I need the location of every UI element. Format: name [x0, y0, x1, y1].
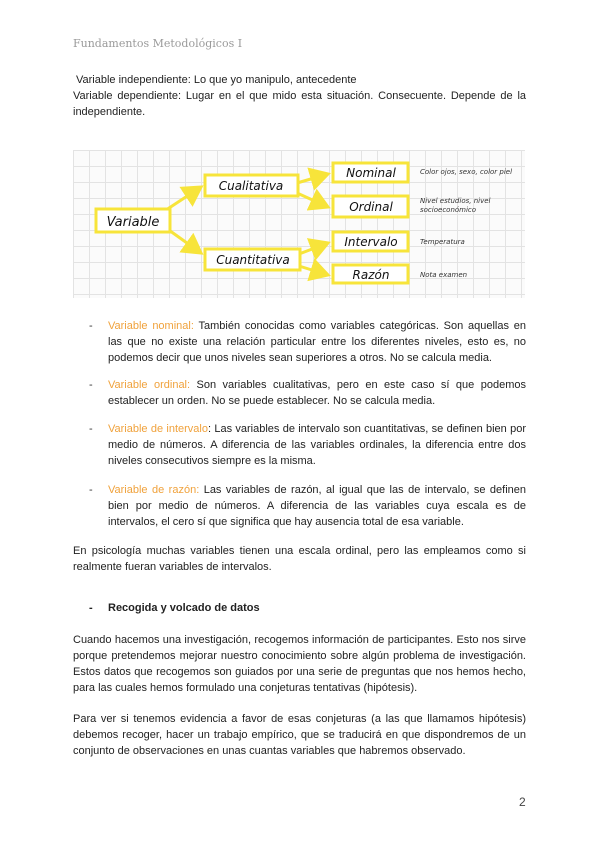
intro-dependiente — [73, 88, 526, 120]
list-item-ordinal — [89, 377, 526, 409]
intro-independiente: Variable independiente: Lo que yo manipulo, antecedente — [76, 74, 357, 86]
list-item-intervalo — [89, 421, 526, 469]
note-intervalo: Temperatura — [420, 238, 465, 246]
bullet-dash: - — [89, 379, 93, 391]
list-item-razon — [89, 482, 526, 530]
arrow-cuantitativa-razon — [299, 266, 328, 275]
arrow-cualitativa-nominal — [297, 174, 328, 183]
desc-nominal: También conocidas como variables categóricas. Son aquellas en las que no existe una relación particular entre los diferentes niveles, esto es, no podemos decir que unos niveles sean superiores a otros. No se calcula media. — [108, 320, 527, 364]
term-nominal: Variable nominal: — [108, 320, 194, 332]
label-cuantitativa: Cuantitativa — [216, 253, 290, 267]
label-cualitativa: Cualitativa — [218, 179, 284, 193]
heading-text: Recogida y volcado de datos — [108, 602, 260, 614]
term-ordinal: Variable ordinal: — [108, 379, 191, 391]
diagram-canvas — [73, 150, 525, 298]
desc-ordinal: Son variables cualitativas, pero en este caso sí que podemos establecer un orden. No se puede establecer. No se calcula media. — [108, 379, 526, 407]
label-ordinal: Ordinal — [349, 200, 393, 214]
note-razon: Nota examen — [420, 271, 468, 279]
arrow-root-cualitativa — [166, 187, 201, 210]
running-header: Fundamentos Metodológicos I — [73, 37, 243, 50]
arrow-cualitativa-ordinal — [297, 193, 328, 207]
label-intervalo: Intervalo — [344, 235, 398, 249]
variable-types-diagram — [73, 150, 525, 298]
bullet-dash: - — [89, 320, 93, 332]
heading-bullet: - — [89, 602, 93, 614]
note-ordinal-1: Nivel estudios, nivel — [420, 197, 491, 205]
list-item-text — [108, 482, 526, 530]
paragraph-investigacion: Cuando hacemos una investigación, recogemos información de participantes. Esto nos sirve porque pretendemos mejorar nuestro conocimiento sobre algún problema de investigación. Estos datos que recogemos son guiados por una serie de preguntas que nos hemos hecho, para las cuales hemos formulado una conjeturas tentativas (hipótesis). — [73, 634, 526, 694]
list-item-text — [108, 318, 526, 366]
list-item-nominal — [89, 318, 526, 366]
term-razon: Variable de razón: — [108, 484, 200, 496]
desc-intervalo: : Las variables de intervalo son cuantitativas, se definen bien por medio de números. A diferencia de las variables ordinales, la diferencia entre dos niveles consecutivos siempre es la misma. — [108, 423, 526, 467]
note-ordinal-2: socioeconómico — [420, 206, 477, 214]
page-number: 2 — [519, 795, 526, 809]
note-nominal: Color ojos, sexo, color piel — [420, 168, 513, 176]
desc-razon: Las variables de razón, al igual que las de intervalo, se definen bien por medio de números. A diferencia de las variables cuya escala es de intervalos, el cero sí que significa que hay ausencia total de esa variable. — [108, 484, 526, 528]
list-item-text — [108, 377, 526, 409]
paragraph-psicologia: En psicología muchas variables tienen una escala ordinal, pero las empleamos como si realmente fueran variables de intervalos. — [73, 545, 526, 573]
label-razon: Razón — [352, 268, 390, 282]
paragraph-hipotesis: Para ver si tenemos evidencia a favor de esas conjeturas (a las que llamamos hipótesis) debemos recoger, hacer un trabajo empírico, que se traducirá en que dispondremos de un conjunto de observaciones en unas cuantas variables que habremos observado. — [73, 713, 526, 757]
intro-dependiente-line2: independiente. — [73, 106, 146, 118]
term-intervalo: Variable de intervalo — [108, 423, 208, 435]
list-item-text — [108, 421, 526, 469]
label-variable: Variable — [106, 215, 160, 230]
bullet-dash: - — [89, 484, 93, 496]
arrow-cuantitativa-intervalo — [299, 243, 328, 254]
intro-dependiente-line1: Variable dependiente: Lugar en el que mido esta situación. Consecuente. Depende de la — [73, 90, 526, 102]
bullet-dash: - — [89, 423, 93, 435]
label-nominal: Nominal — [346, 166, 396, 180]
